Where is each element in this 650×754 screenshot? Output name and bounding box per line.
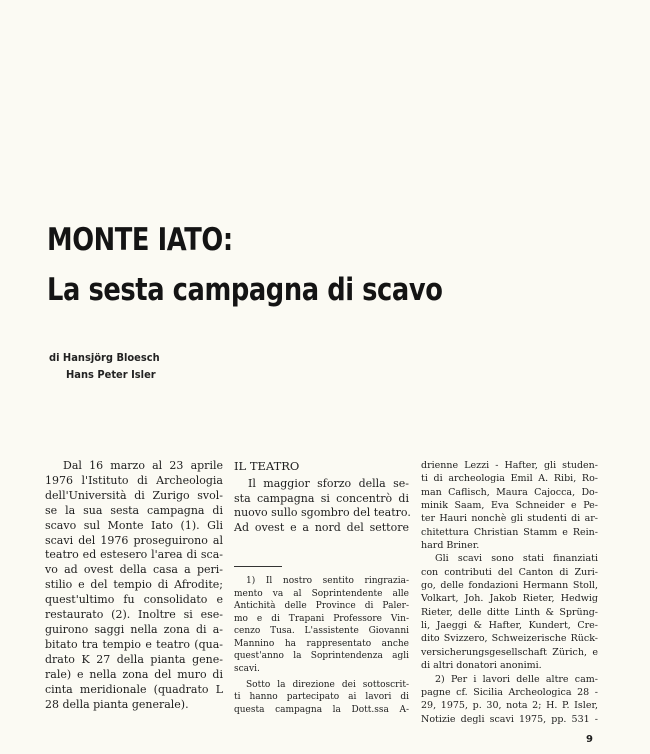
text-column-3 [421,459,598,726]
article-subtitle: La sesta campagna di scavo [47,272,443,308]
text-line: guirono saggi nella zona di a- [45,622,223,636]
text-line: 28 della pianta generale). [45,697,189,711]
text-line: scavi del 1976 proseguirono al [45,533,223,547]
text-line: restaurato (2). Inoltre si ese- [45,608,223,622]
article-title: MONTE IATO: [47,222,233,258]
footnote-line: mento va al Soprintendente alle [234,588,409,599]
footnote-line: Rieter, delle ditte Linth & Sprüng- [421,606,598,618]
text-line: bitato tra tempio e teatro (qua- [45,637,223,651]
footnote-line: drienne Lezzi - Hafter, gli studen- [421,460,598,471]
footnote-line: Antichità delle Province di Paler- [234,601,409,612]
footnote-line: li, Jaeggi & Hafter, Kundert, Cre- [421,620,598,632]
footnote-line: mo e di Trapani Professore Vin- [234,613,409,624]
text-line: Dal 16 marzo al 23 aprile [63,459,223,472]
footnote-line: Mannino ha rappresentato anche [234,638,409,649]
text-line: cinta meridionale (quadrato L [45,682,223,696]
footnote-line: ti hanno partecipato ai lavori di [234,692,409,703]
footnote-line: dito Svizzero, Schweizerische Rück- [421,633,598,645]
text-line: teatro ed estesero l'area di sca- [45,548,223,562]
footnote-line: cenzo Tusa. L'assistente Giovanni [234,626,409,637]
text-line: scavo sul Monte Iato (1). Gli [45,518,223,532]
page-number: 9 [586,734,593,745]
text-line: dell'Università di Zurigo svol- [45,488,223,502]
author-line-1: di Hansjörg Bloesch [49,351,160,364]
footnote-line: versicherungsgesellschaft Zürich, e [421,646,598,658]
text-line: 1976 l'Istituto di Archeologia [45,473,223,487]
footnote-line: pagne cf. Sicilia Archeologica 28 - [421,686,598,698]
text-column-1 [45,459,223,712]
footnote-line: chitettura Christian Stamm e Rein- [421,526,598,538]
text-line: drato K 27 della pianta gene- [45,652,223,666]
footnote-line: quest'anno la Soprintendenza agli [234,651,409,662]
footnote-line: Volkart, Joh. Jakob Rieter, Hedwig [421,593,598,605]
text-line: vo ad ovest della casa a peri- [45,563,223,577]
footnote-line: 2) Per i lavori delle altre cam- [435,673,598,685]
text-line: stilio e del tempio di Afrodite; [45,578,223,592]
footnote-line: Notizie degli scavi 1975, pp. 531 - [421,713,598,725]
footnote-line: hard Briner. [421,540,480,552]
footnote-line: con contributi del Canton di Zuri- [421,566,598,578]
author-line-2: Hans Peter Isler [66,368,156,381]
footnote-line: 1) Il nostro sentito ringrazia- [246,576,409,587]
footnote-line: questa campagna la Dott.ssa A- [234,704,409,715]
footnote-line: di altri donatori anonimi. [421,660,542,672]
text-column-2 [234,459,409,716]
footnote-line: minik Saam, Eva Schneider e Pe- [421,500,598,512]
section-heading: IL TEATRO [234,459,300,473]
text-line: Il maggior sforzo della se- [248,477,409,490]
footnote-line: Sotto la direzione dei sottoscrit- [246,680,409,690]
text-line: sta campagna si concentrò di [234,491,409,505]
text-line: nuovo sullo sgombro del teatro. [234,506,411,520]
footnote-line: ti di archeologia Emil A. Ribi, Ro- [421,473,598,485]
text-line: rale) e nella zona del muro di [45,667,223,681]
footnote-line: scavi. [234,663,260,674]
footnote-line: ter Hauri nonchè gli studenti di ar- [421,513,598,525]
footnote-line: 29, 1975, p. 30, nota 2; H. P. Isler, [421,700,598,712]
footnote-divider [234,566,282,567]
footnote-line: go, delle fondazioni Hermann Stoll, [421,580,598,592]
text-line: Ad ovest e a nord del settore [234,520,409,534]
text-line: quest'ultimo fu consolidato e [45,593,223,607]
footnote-line: Gli scavi sono stati finanziati [435,553,598,565]
footnote-line: man Caflisch, Maura Cajocca, Do- [421,486,598,498]
text-line: se la sua sesta campagna di [45,503,223,517]
footnote-1 [234,575,409,716]
